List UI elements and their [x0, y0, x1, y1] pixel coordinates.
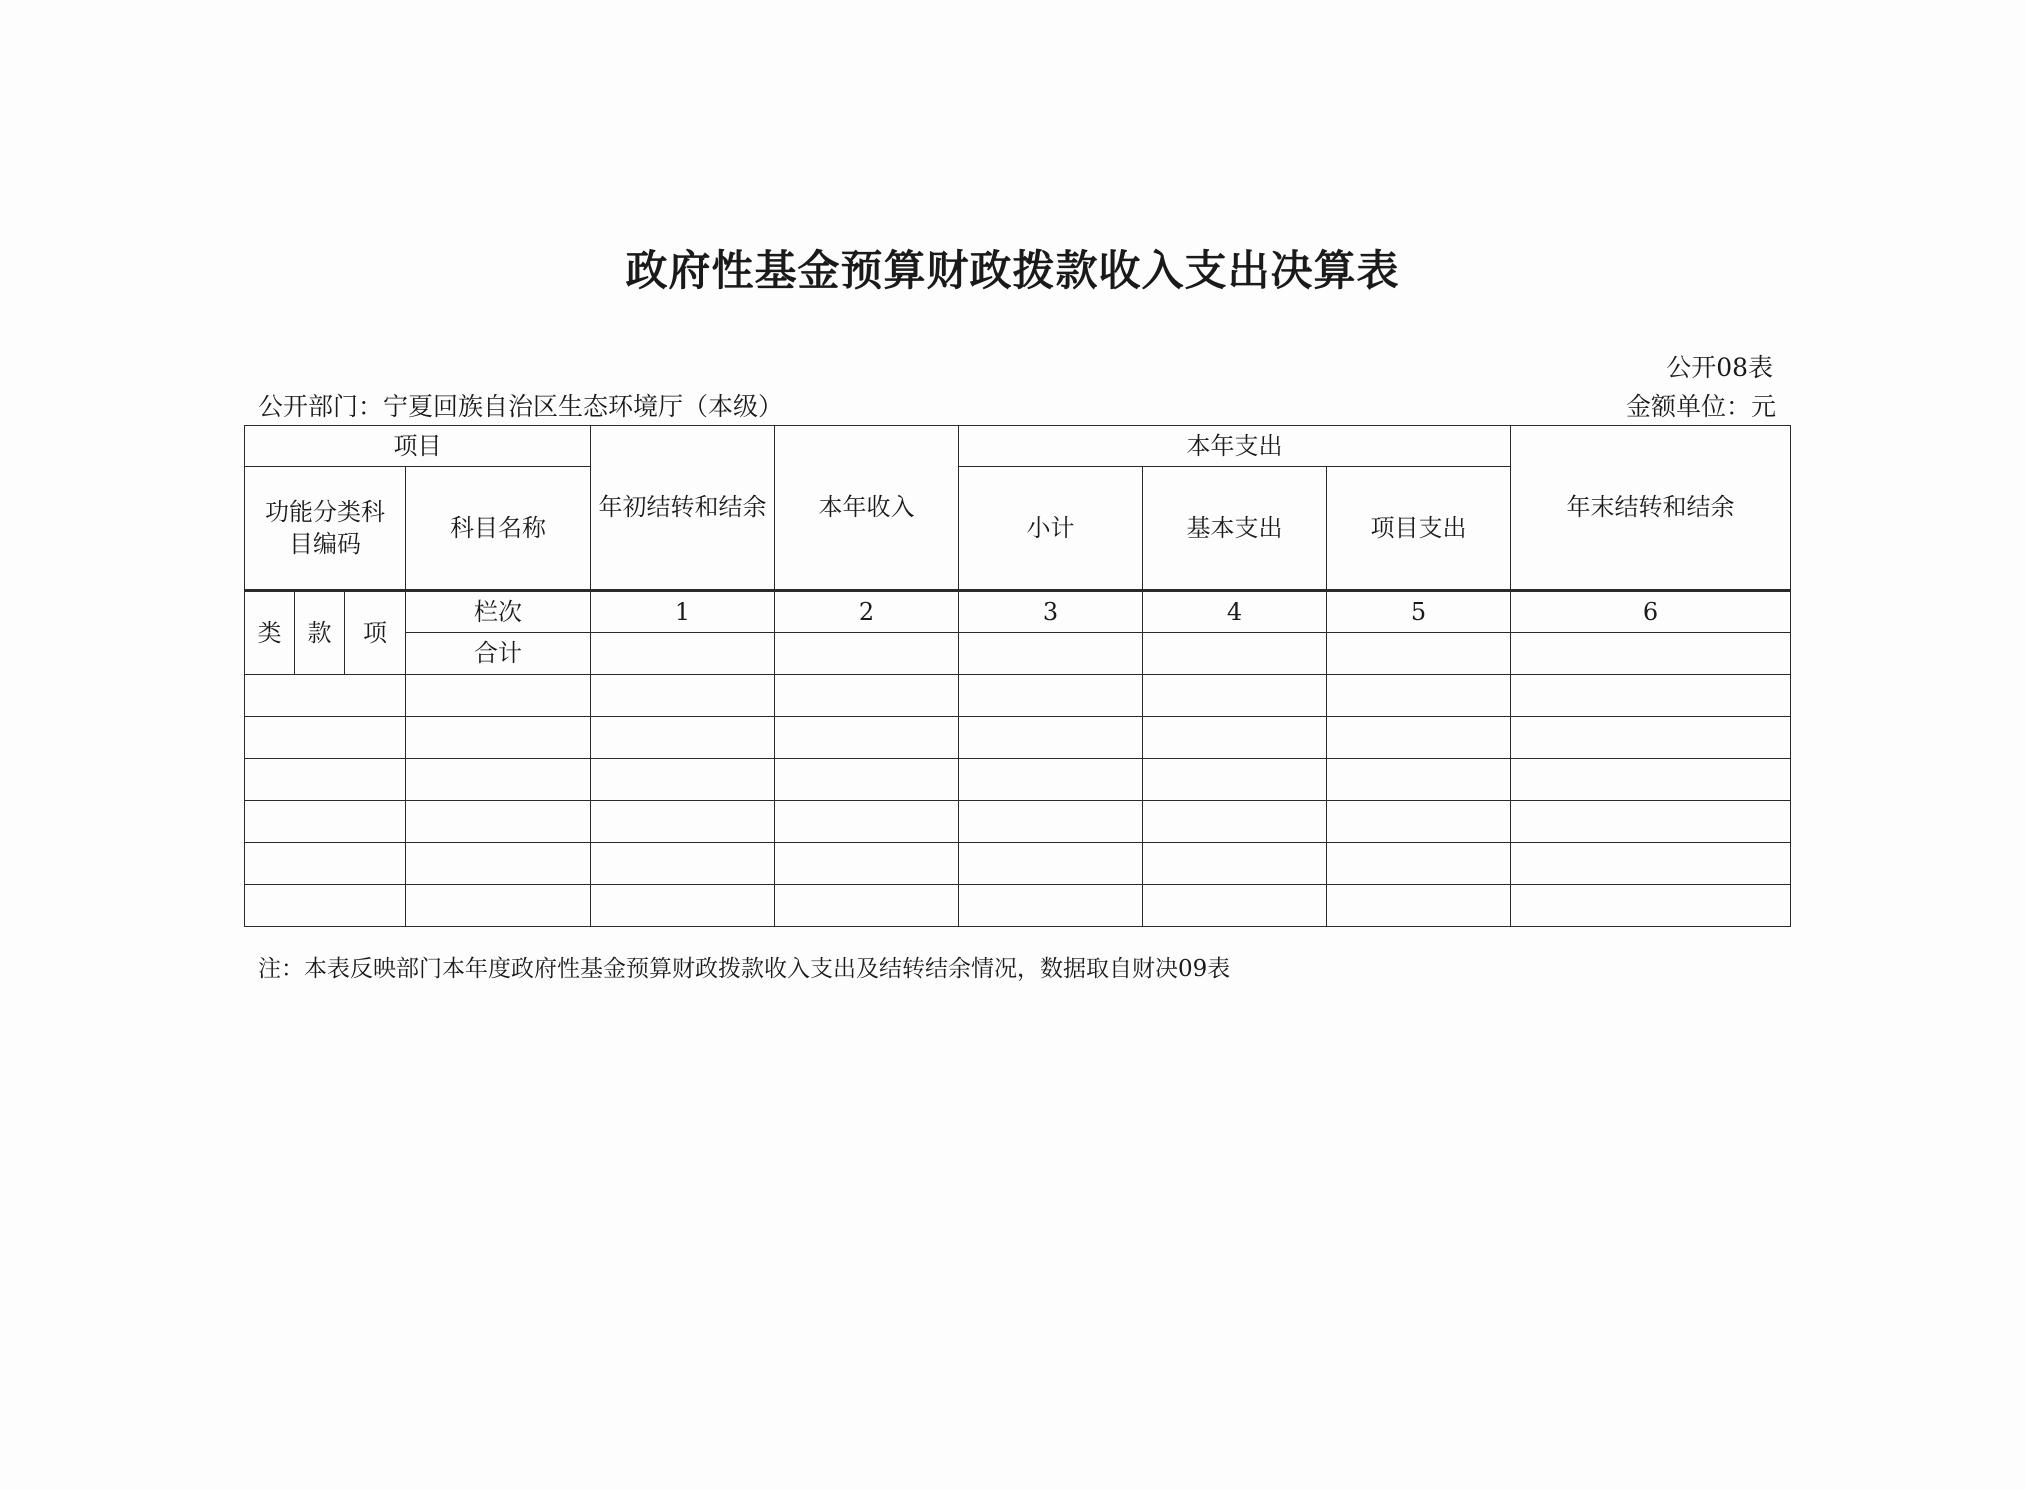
header-project-expense: 项目支出 — [1327, 467, 1511, 591]
header-basic-expense: 基本支出 — [1143, 467, 1327, 591]
table-row — [245, 759, 1791, 801]
table-cell — [591, 885, 775, 927]
table-cell — [775, 717, 959, 759]
total-cell — [1327, 633, 1511, 675]
table-cell — [1143, 885, 1327, 927]
table-cell — [406, 885, 591, 927]
table-cell — [1327, 843, 1511, 885]
table-cell — [591, 801, 775, 843]
department-label: 公开部门：宁夏回族自治区生态环境厅（本级） — [258, 392, 784, 421]
code-part-xiang: 项 — [345, 591, 406, 675]
header-row-1 — [245, 426, 1791, 467]
table-cell — [406, 675, 591, 717]
table-cell — [245, 717, 406, 759]
table-cell — [1143, 801, 1327, 843]
header-project: 项目 — [245, 426, 591, 467]
table-cell — [245, 801, 406, 843]
column-number-1: 1 — [591, 591, 775, 633]
table-cell — [245, 759, 406, 801]
table-cell — [775, 843, 959, 885]
budget-table — [244, 425, 1791, 927]
total-cell — [959, 633, 1143, 675]
table-cell — [959, 801, 1143, 843]
total-cell — [1511, 633, 1791, 675]
row-label-column-index: 栏次 — [406, 591, 591, 633]
table-cell — [245, 675, 406, 717]
table-cell — [1143, 717, 1327, 759]
table-cell — [591, 759, 775, 801]
code-part-lei: 类 — [245, 591, 295, 675]
header-subtotal: 小计 — [959, 467, 1143, 591]
total-row — [245, 633, 1791, 675]
table-cell — [1511, 675, 1791, 717]
column-number-4: 4 — [1143, 591, 1327, 633]
table-cell — [1143, 675, 1327, 717]
table-cell — [959, 675, 1143, 717]
total-label: 合计 — [406, 633, 591, 675]
table-row — [245, 801, 1791, 843]
column-number-5: 5 — [1327, 591, 1511, 633]
column-number-row — [245, 591, 1791, 633]
table-row — [245, 885, 1791, 927]
amount-unit: 金额单位：元 — [1625, 392, 1776, 421]
total-cell — [1143, 633, 1327, 675]
table-cell — [1327, 759, 1511, 801]
header-function-code: 功能分类科目编码 — [245, 467, 406, 591]
table-cell — [406, 717, 591, 759]
table-cell — [245, 885, 406, 927]
table-cell — [775, 759, 959, 801]
column-number-2: 2 — [775, 591, 959, 633]
header-current-income: 本年收入 — [775, 426, 959, 591]
table-cell — [1327, 675, 1511, 717]
table-cell — [245, 843, 406, 885]
table-cell — [591, 843, 775, 885]
table-note: 注：本表反映部门本年度政府性基金预算财政拨款收入支出及结转结余情况，数据取自财决09表 — [258, 956, 1231, 982]
table-cell — [591, 675, 775, 717]
table-cell — [1327, 885, 1511, 927]
table-cell — [1511, 759, 1791, 801]
table-cell — [1327, 717, 1511, 759]
table-row — [245, 675, 1791, 717]
table-cell — [1511, 801, 1791, 843]
table-cell — [591, 717, 775, 759]
table-row — [245, 843, 1791, 885]
table-cell — [406, 843, 591, 885]
column-number-3: 3 — [959, 591, 1143, 633]
table-cell — [959, 843, 1143, 885]
table-cell — [406, 801, 591, 843]
document-title: 政府性基金预算财政拨款收入支出决算表 — [625, 246, 1400, 295]
table-cell — [1511, 885, 1791, 927]
table-cell — [1143, 759, 1327, 801]
table-cell — [775, 885, 959, 927]
total-cell — [775, 633, 959, 675]
table-cell — [959, 885, 1143, 927]
table-cell — [1511, 843, 1791, 885]
total-cell — [591, 633, 775, 675]
column-number-6: 6 — [1511, 591, 1791, 633]
code-part-kuan: 款 — [295, 591, 345, 675]
header-current-expense: 本年支出 — [959, 426, 1511, 467]
table-cell — [406, 759, 591, 801]
table-row — [245, 717, 1791, 759]
table-cell — [1327, 801, 1511, 843]
header-opening-balance: 年初结转和结余 — [591, 426, 775, 591]
header-subject-name: 科目名称 — [406, 467, 591, 591]
table-cell — [959, 717, 1143, 759]
header-closing-balance: 年末结转和结余 — [1511, 426, 1791, 591]
table-cell — [1143, 843, 1327, 885]
table-cell — [959, 759, 1143, 801]
form-number: 公开08表 — [1666, 353, 1773, 382]
table-cell — [775, 801, 959, 843]
table-cell — [775, 675, 959, 717]
table-cell — [1511, 717, 1791, 759]
